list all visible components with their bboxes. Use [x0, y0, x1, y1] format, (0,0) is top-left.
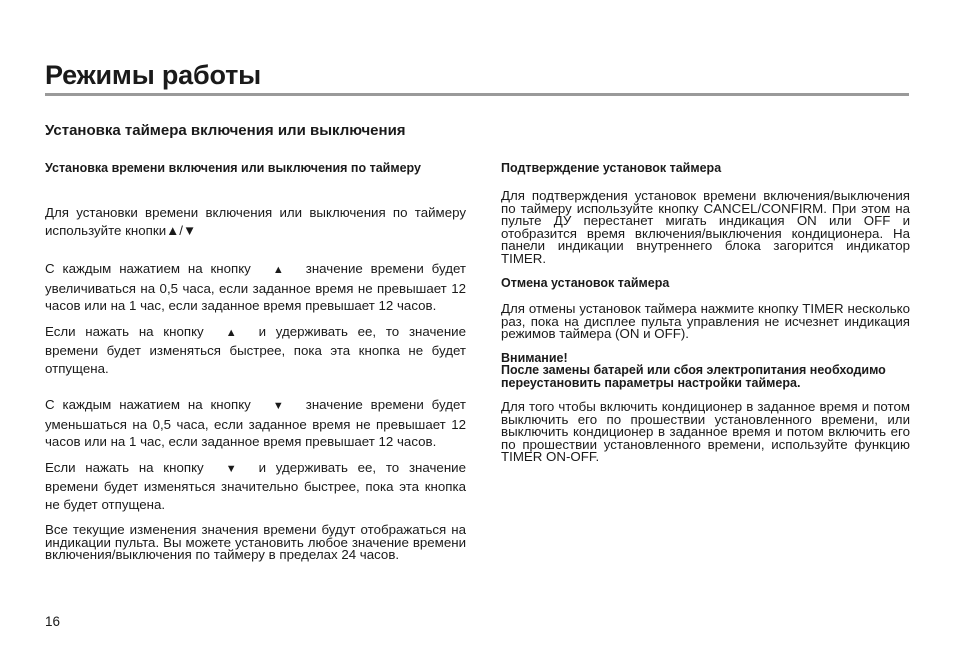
left-paragraph-3-start: Если нажать на кнопку	[45, 323, 204, 339]
left-paragraph-4-rest: значение времени будет уменьшаться на 0,5 часа, если заданное время не превышает 12 часов или на 1 час, если заданное время превышает 12 часов.	[45, 397, 466, 449]
left-paragraph-4-start: С каждым нажатием на кнопку	[45, 397, 251, 412]
right-paragraph-1: Для подтверждения установок времени включения/выключения по таймеру используйте кнопку CANCEL/CONFIRM. При этом на пульте ДУ перестанет мигать индикация ON или OFF и отобразится время включения/выключения кондиционера. На панели индикации внутреннего блока загорится индикатор TIMER.	[501, 188, 910, 266]
section-heading: Установка таймера включения или выключения	[45, 122, 406, 139]
left-paragraph-3	[45, 323, 466, 378]
left-subheading: Установка времени включения или выключения по таймеру	[45, 161, 421, 175]
left-paragraph-5-start: Если нажать на кнопку	[45, 459, 204, 475]
left-paragraph-6: Все текущие изменения значения времени будут отображаться на индикации пульта. Вы можете установить любое значение времени включения/выключения по таймеру в пределах 24 часов.	[45, 522, 466, 562]
left-paragraph-1: Для установки времени включения или выключения по таймеру используйте кнопки▲/▼	[45, 205, 466, 238]
right-paragraph-3: Для того чтобы включить кондиционер в заданное время и потом выключить его по прошествии установленного времени, или выключить кондиционер в заданное время и потом включить его по прошествии установленного времени, используйте функцию TIMER ON-OFF.	[501, 399, 910, 464]
warning-title: Внимание!	[501, 350, 568, 365]
left-paragraph-2-start: С каждым нажатием на кнопку	[45, 261, 251, 276]
page-number: 16	[45, 614, 61, 629]
arrow-down-icon: ▼	[225, 462, 237, 475]
warning-body: После замены батарей или сбоя электропитания необходимо переустановить параметры настройки таймера.	[501, 363, 886, 390]
left-column	[45, 162, 466, 562]
arrow-up-icon: ▲	[225, 326, 237, 339]
arrow-up-icon: ▲	[272, 264, 284, 276]
left-paragraph-5	[45, 459, 466, 514]
right-subheading-confirm: Подтверждение установок таймера	[501, 161, 722, 175]
title-divider	[45, 93, 909, 96]
right-column	[501, 162, 910, 464]
page-title: Режимы работы	[45, 60, 261, 90]
left-paragraph-2-rest: значение времени будет увеличиваться на 0,5 часа, если заданное время не превышает 12 часов или на 1 час, если заданное время превышает 12 часов.	[45, 261, 466, 313]
left-paragraph-4	[45, 396, 466, 451]
left-paragraph-3-rest: и удерживать ее, то значение времени будет изменяться быстрее, пока эта кнопка не будет отпущена.	[45, 323, 466, 376]
right-subheading-cancel: Отмена установок таймера	[501, 276, 670, 290]
left-paragraph-5-rest: и удерживать ее, то значение времени будет изменяться значительно быстрее, пока эта кнопка не будет отпущена.	[45, 459, 466, 512]
right-paragraph-2: Для отмены установок таймера нажмите кнопку TIMER несколько раз, пока на дисплее пульта управления не исчезнет индикация режимов таймера (ON и OFF).	[501, 301, 910, 341]
arrow-down-icon: ▼	[272, 400, 284, 412]
left-paragraph-2	[45, 260, 466, 315]
